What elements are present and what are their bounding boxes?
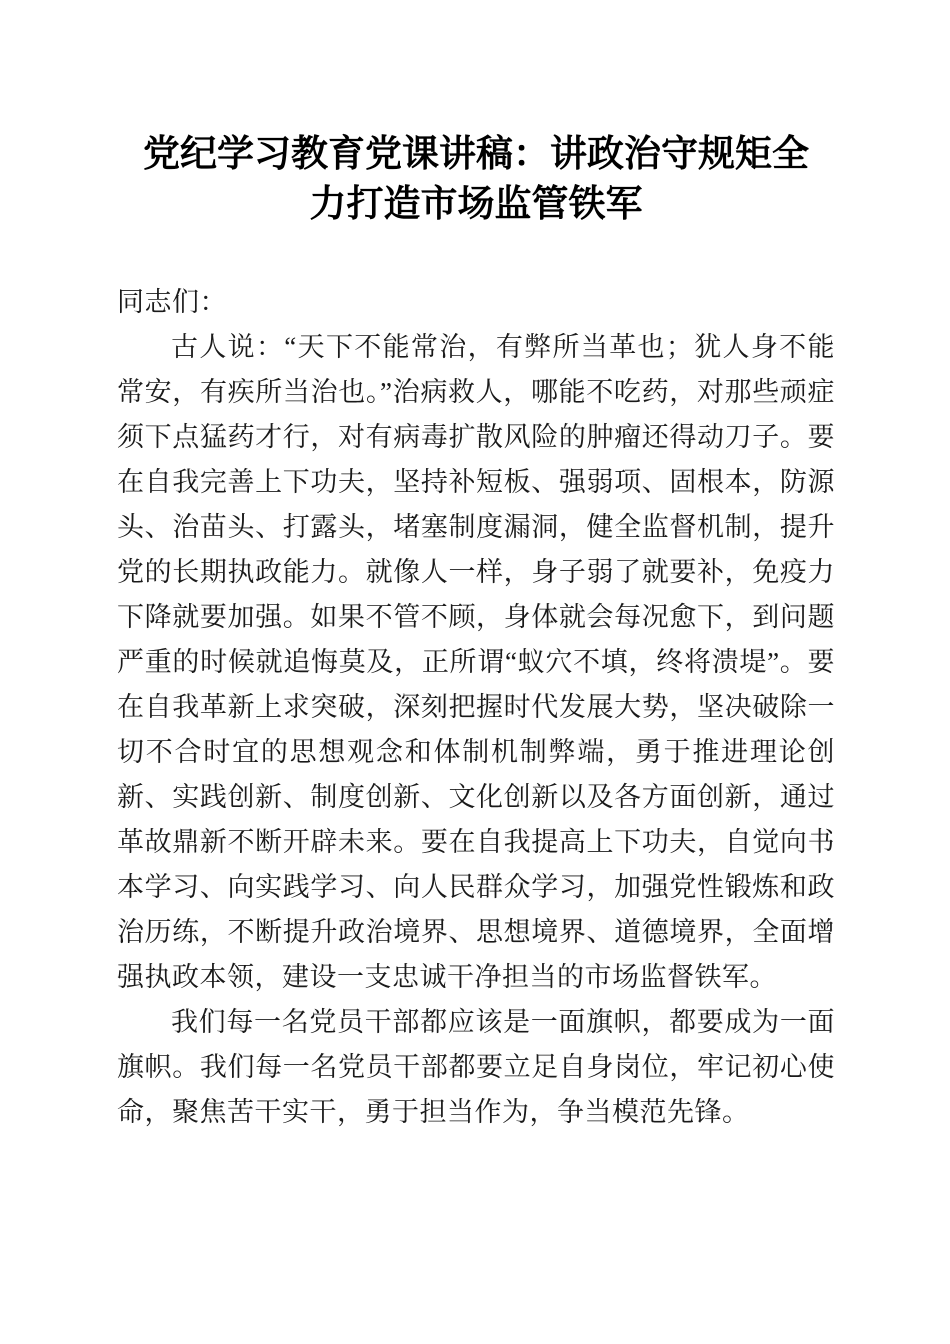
paragraph-main: 古人说：“天下不能常治，有弊所当革也；犹人身不能常安，有疾所当治也。”治病救人，哪能不吃药，对那些顽症须下点猛药才行，对有病毒扩散风险的肿瘤还得动刀子。要在自我完善上下功夫，坚持补短板、强弱项、固根本，防源头、治苗头、打露头，堵塞制度漏洞，健全监督机制，提升党的长期执政能力。就像人一样，身子弱了就要补，免疫力下降就要加强。如果不管不顾，身体就会每况愈下，到问题严重的时候就追悔莫及，正所谓“蚁穴不填，终将溃堤”。要在自我革新上求突破，深刻把握时代发展大势，坚决破除一切不合时宜的思想观念和体制机制弊端，勇于推进理论创新、实践创新、制度创新、文化创新以及各方面创新，通过革故鼎新不断开辟未来。要在自我提高上下功夫，自觉向书本学习、向实践学习、向人民群众学习，加强党性锻炼和政治历练，不断提升政治境界、思想境界、道德境界，全面增强执政本领，建设一支忠诚干净担当的市场监督铁军。 (117, 332, 835, 992)
paragraph-closing: 我们每一名党员干部都应该是一面旗帜，都要成为一面旗帜。我们每一名党员干部都要立足自身岗位，牢记初心使命，聚焦苦干实干，勇于担当作为，争当模范先锋。 (117, 1007, 835, 1127)
document-body (117, 280, 835, 1135)
document-title: 党纪学习教育党课讲稿：讲政治守规矩全力打造市场监管铁军 (143, 134, 809, 225)
salutation-line: 同志们： (117, 287, 227, 317)
